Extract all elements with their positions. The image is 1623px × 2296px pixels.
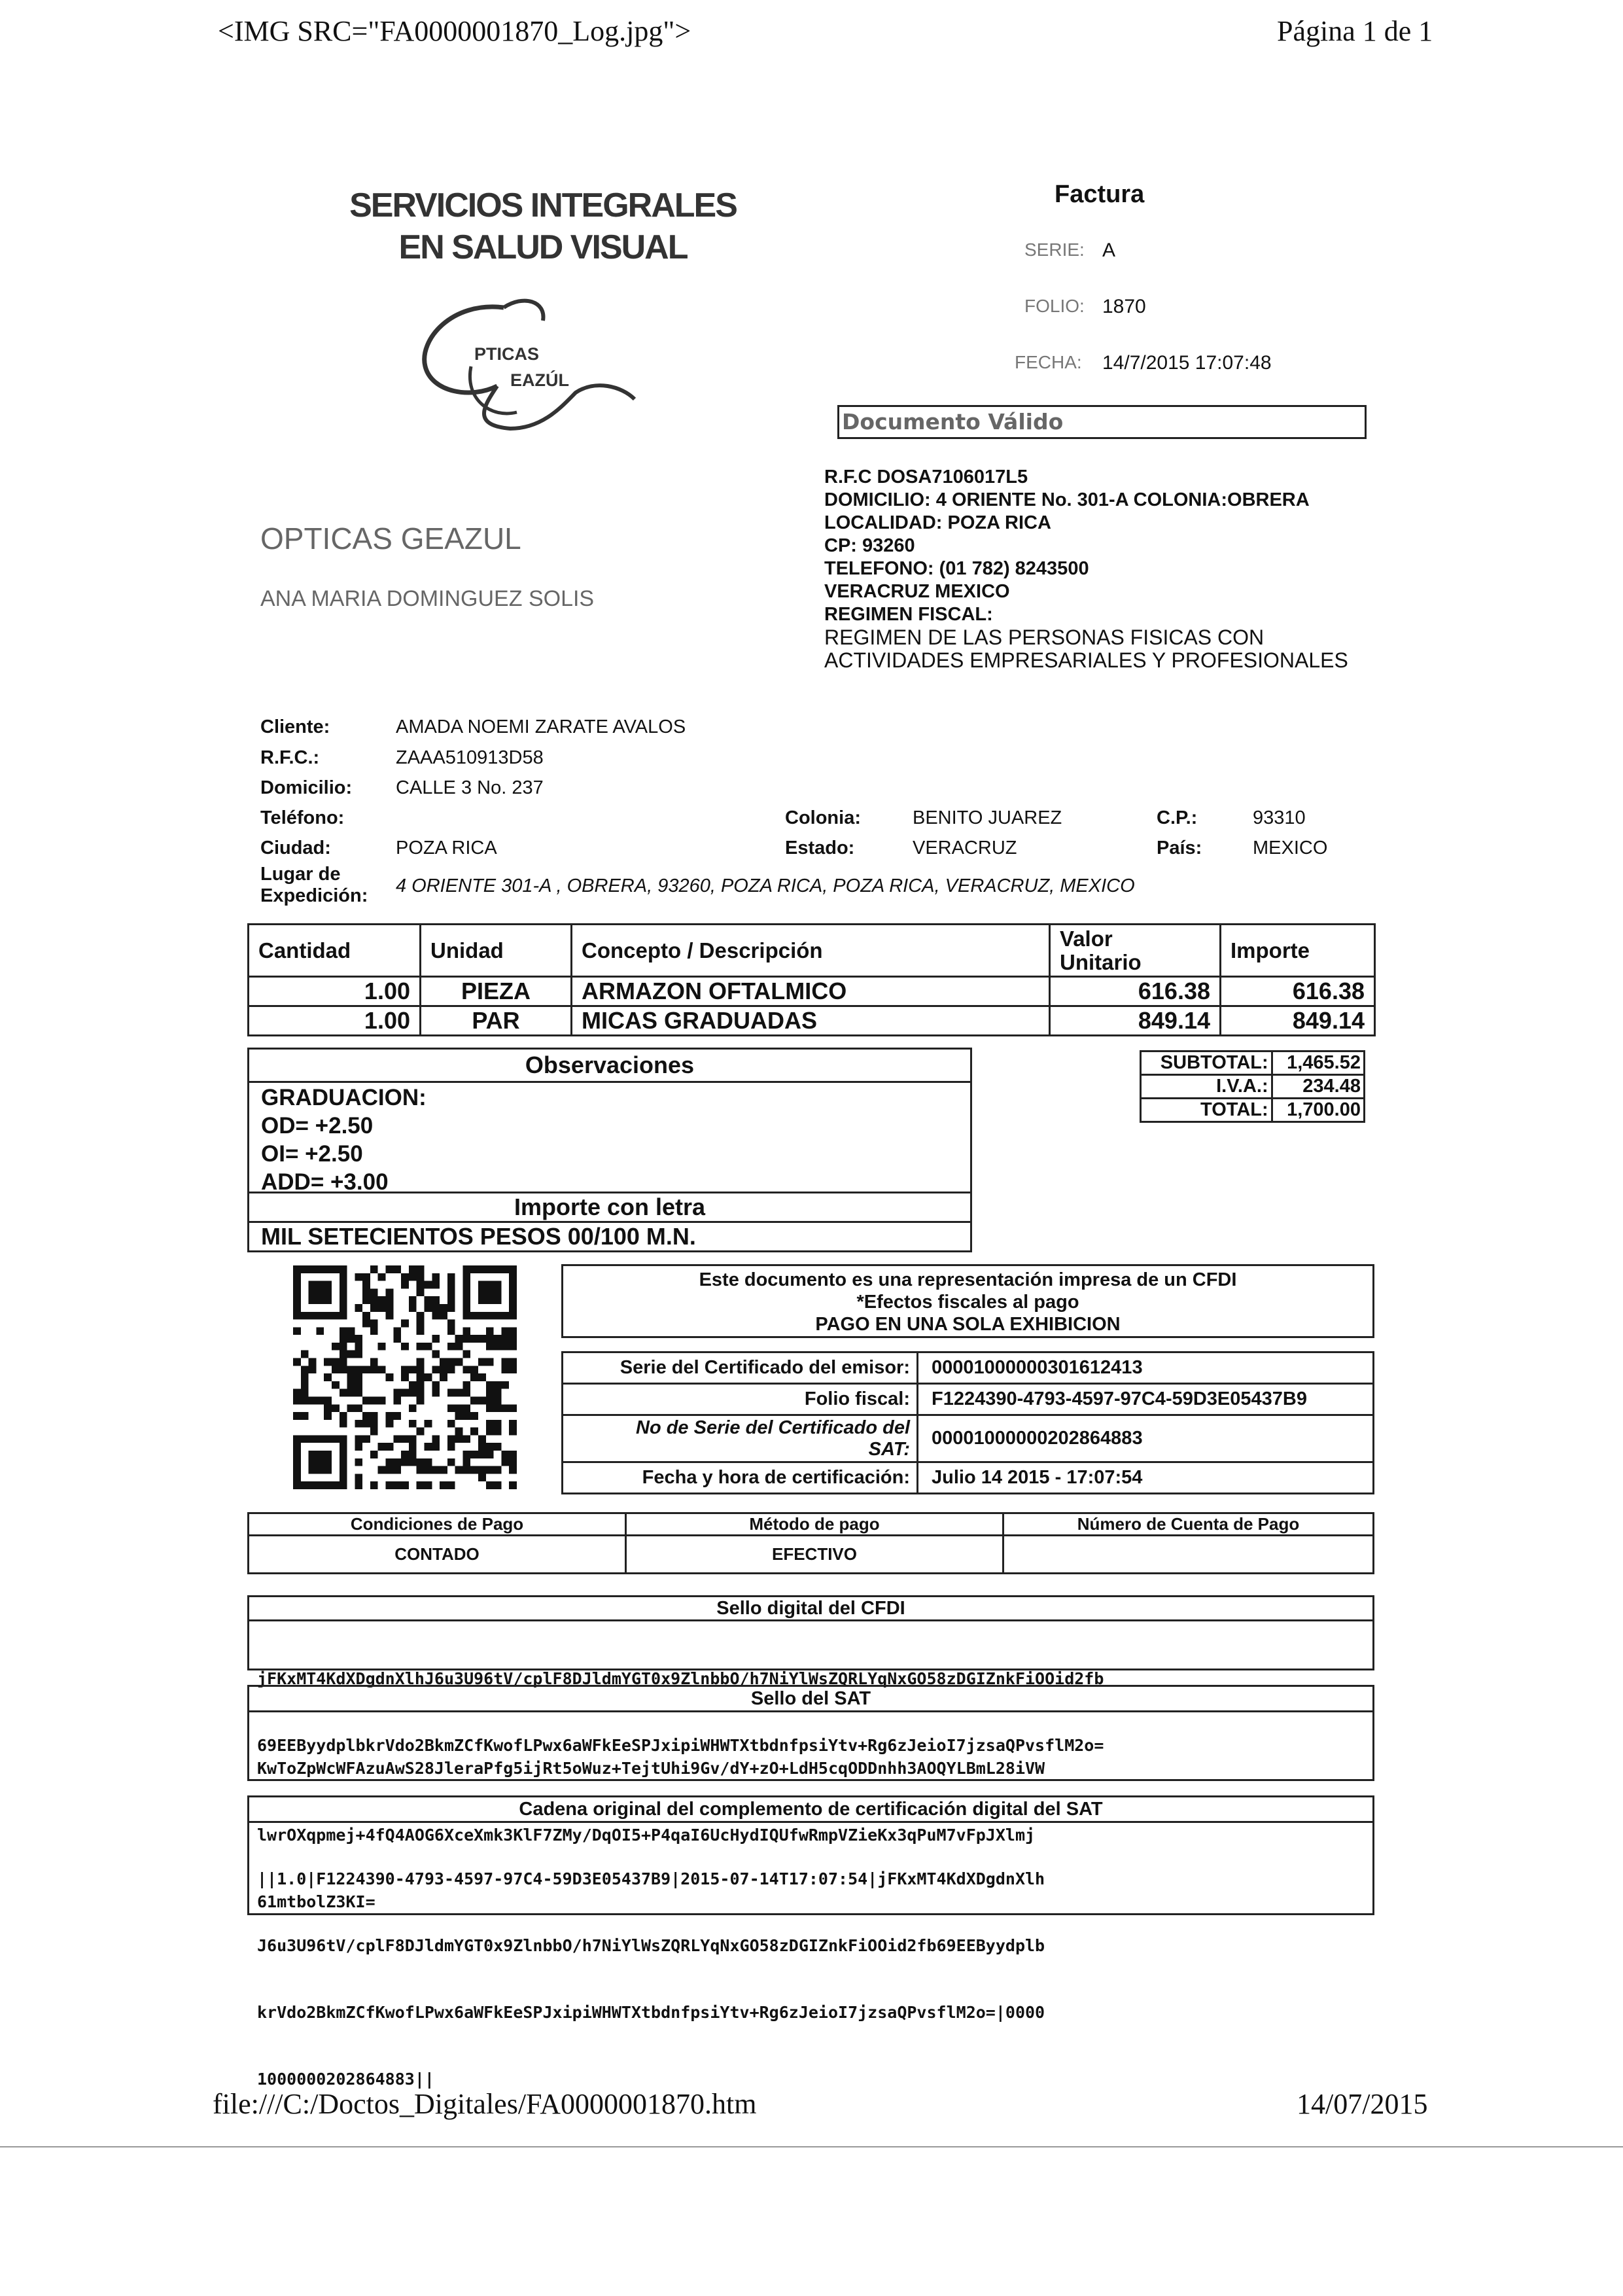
issuer-info-line: REGIMEN FISCAL: [824,604,993,625]
cert-table [561,1351,1374,1494]
lugar-value: 4 ORIENTE 301-A , OBRERA, 93260, POZA RICA, POZA RICA, VERACRUZ, MEXICO [396,875,1135,896]
glasses-logo-icon [412,288,648,438]
row-unidad: PAR [421,1006,572,1036]
sello-sat-line: KwToZpWcWFAzuAwS28JleraPfg5ijRt5oWuz+TejtUhi9Gv/dY+zO+LdH5cqODDnhh3AOQYLBmL28iVW [257,1759,1045,1778]
issuer-info [824,466,1348,672]
payment-header-row [249,1513,1374,1536]
serie-emisor-value: 00001000000301612413 [918,1352,1374,1384]
issuer-info-line: LOCALIDAD: POZA RICA [824,512,1051,533]
status-box [837,405,1367,439]
cert-row [563,1462,1374,1494]
logo-line1: SERVICIOS INTEGRALES [349,186,737,224]
sello-sat-title: Sello del SAT [750,1688,871,1709]
rfc-label: R.F.C.: [260,747,320,768]
observaciones-title: Observaciones [525,1051,695,1078]
cert-row [563,1415,1374,1462]
metodo-label: Método de pago [626,1513,1003,1536]
serie-label: SERIE: [1024,239,1085,260]
items-header-row [249,925,1375,977]
pais-label: País: [1157,838,1202,858]
cadena-line: J6u3U96tV/cplF8DJldmYGT0x9ZlnbbO/h7NiYlWsZQRLYqNxGO58zDGIZnkFiOOid2fb69EEByydplb [257,1936,1045,1955]
sello-cfdi-line: jFKxMT4KdXDgdnXlhJ6u3U96tV/cplF8DJldmYGT0x9ZlnbbO/h7NiYlWsZQRLYqNxGO58zDGIZnkFiOOid2fb [257,1669,1104,1688]
lugar-label-line2: Expedición: [260,885,368,906]
serie-sat-value: 00001000000202864883 [918,1415,1374,1462]
issuer-owner: ANA MARIA DOMINGUEZ SOLIS [260,586,595,611]
cuenta-label: Número de Cuenta de Pago [1003,1513,1374,1536]
condiciones-label: Condiciones de Pago [249,1513,626,1536]
cfdi-note-line2: *Efectos fiscales al pago [856,1292,1079,1313]
fecha-value: 14/7/2015 17:07:48 [1102,352,1272,374]
fecha-cert-value: Julio 14 2015 - 17:07:54 [918,1462,1374,1494]
total-value: 1,700.00 [1272,1099,1364,1122]
cp-value: 93310 [1253,807,1306,828]
domicilio-label: Domicilio: [260,777,353,798]
lugar-label [260,864,368,907]
pais-value: MEXICO [1253,838,1328,858]
issuer-info-line: CP: 93260 [824,535,915,556]
totals-row [1141,1099,1365,1122]
iva-label: I.V.A.: [1141,1075,1272,1099]
row-concepto: ARMAZON OFTALMICO [572,977,1050,1006]
serie-sat-label-line1: No de Serie del Certificado del [636,1417,910,1438]
logo-mark-text1: PTICAS [474,344,540,364]
sello-sat-line: 61mtbolZ3KI= [257,1892,375,1911]
cert-row [563,1352,1374,1384]
ciudad-value: POZA RICA [396,838,497,858]
status-text: Documento Válido [842,409,1064,434]
serie-emisor-label: Serie del Certificado del emisor: [563,1352,918,1384]
sello-cfdi-title: Sello digital del CFDI [716,1598,905,1619]
cfdi-note-box [561,1264,1374,1338]
estado-label: Estado: [785,838,855,858]
header-unidad: Unidad [421,925,572,977]
row-unidad: PIEZA [421,977,572,1006]
observacion-line: GRADUACION: [261,1085,427,1110]
totals-table [1140,1050,1365,1123]
header-importe: Importe [1221,925,1375,977]
cp-label: C.P.: [1157,807,1198,828]
header-valor [1050,925,1221,977]
colonia-value: BENITO JUAREZ [913,807,1062,828]
observaciones-box [247,1048,972,1252]
estado-value: VERACRUZ [913,838,1017,858]
items-table [247,923,1376,1036]
folio-fiscal-label: Folio fiscal: [563,1384,918,1415]
page-edge-line [0,2146,1623,2147]
cliente-label: Cliente: [260,716,330,737]
issuer-info-line: TELEFONO: (01 782) 8243500 [824,558,1089,579]
logo-line2: EN SALUD VISUAL [398,228,688,266]
row-importe: 616.38 [1221,977,1375,1006]
sello-cfdi-line: 69EEByydplbkrVdo2BkmZCfKwofLPwx6aWFkEeSPJxipiWHWTXtbdnfpsiYtv+Rg6zJeioI7jzsaQPvsflM2o= [257,1736,1104,1755]
header-valor-line1: Valor [1060,926,1113,951]
domicilio-value: CALLE 3 No. 237 [396,777,544,798]
header-valor-line2: Unitario [1060,949,1142,974]
fecha-label: FECHA: [1015,352,1082,372]
cuenta-value [1003,1536,1374,1574]
observaciones-lines [261,1084,427,1196]
cfdi-note-line1: Este documento es una representación impresa de un CFDI [699,1269,1237,1290]
payment-value-row [249,1536,1374,1574]
issuer-trade-name: OPTICAS GEAZUL [260,521,521,556]
total-label: TOTAL: [1141,1099,1272,1122]
issuer-info-line: REGIMEN DE LAS PERSONAS FISICAS CON [824,626,1265,649]
iva-value: 234.48 [1272,1075,1364,1099]
row-importe: 849.14 [1221,1006,1375,1036]
folio-value: 1870 [1102,296,1146,317]
folio-label: FOLIO: [1024,296,1085,316]
cadena-text [257,1824,1045,2135]
print-footer-url: file:///C:/Doctos_Digitales/FA0000001870.htm [213,2088,757,2120]
lugar-label-line1: Lugar de [260,864,341,885]
qr-code-icon [293,1265,517,1489]
colonia-label: Colonia: [785,807,861,828]
row-valor: 849.14 [1050,1006,1221,1036]
row-concepto: MICAS GRADUADAS [572,1006,1050,1036]
issuer-info-line: VERACRUZ MEXICO [824,581,1010,602]
cfdi-note-line3: PAGO EN UNA SOLA EXHIBICION [815,1314,1121,1335]
subtotal-label: SUBTOTAL: [1141,1051,1272,1075]
subtotal-value: 1,465.52 [1272,1051,1364,1075]
cadena-line: 1000000202864883|| [257,2070,434,2089]
sello-sat-line: lwrOXqpmej+4fQ4AOG6XceXmk3KlF7ZMy/DqOI5+P4qaI6UcHydIQUfwRmpVZieKx3qPuM7vFpJXlmj [257,1826,1036,1845]
serie-sat-label [563,1415,918,1462]
payment-table [247,1512,1374,1574]
ciudad-label: Ciudad: [260,838,331,858]
telefono-label: Teléfono: [260,807,345,828]
print-footer-date: 14/07/2015 [1297,2088,1428,2120]
cadena-title: Cadena original del complemento de certificación digital del SAT [519,1799,1103,1820]
condiciones-value: CONTADO [249,1536,626,1574]
cadena-line: ||1.0|F1224390-4793-4597-97C4-59D3E05437B9|2015-07-14T17:07:54|jFKxMT4KdXDgdnXlh [257,1869,1045,1888]
serie-sat-label-line2: SAT: [868,1438,910,1460]
print-header-img-tag: <IMG SRC="FA0000001870_Log.jpg"> [218,15,691,47]
totals-row [1141,1051,1365,1075]
header-concepto: Concepto / Descripción [572,925,1050,977]
observacion-line: OD= +2.50 [261,1113,374,1139]
rfc-value: ZAAA510913D58 [396,747,544,768]
logo-text [327,185,759,268]
totals-row [1141,1075,1365,1099]
table-row [249,977,1375,1006]
header-cantidad: Cantidad [249,925,421,977]
importe-letra-title: Importe con letra [514,1193,706,1220]
invoice-title: Factura [1055,181,1145,208]
row-cantidad: 1.00 [249,977,421,1006]
observacion-line: OI= +2.50 [261,1141,363,1167]
print-header-page: Página 1 de 1 [1277,15,1433,47]
observacion-line: ADD= +3.00 [261,1169,389,1195]
folio-fiscal-value: F1224390-4793-4597-97C4-59D3E05437B9 [918,1384,1374,1415]
issuer-info-line: R.F.C DOSA7106017L5 [824,467,1028,487]
cadena-box [247,1795,1374,2089]
row-valor: 616.38 [1050,977,1221,1006]
logo-mark-text2: EAZÚL [510,370,569,390]
issuer-info-line: ACTIVIDADES EMPRESARIALES Y PROFESIONALES [824,648,1348,672]
issuer-info-line: DOMICILIO: 4 ORIENTE No. 301-A COLONIA:OBRERA [824,489,1310,510]
fecha-cert-label: Fecha y hora de certificación: [563,1462,918,1494]
metodo-value: EFECTIVO [626,1536,1003,1574]
serie-value: A [1102,239,1116,261]
row-cantidad: 1.00 [249,1006,421,1036]
cert-row [563,1384,1374,1415]
table-row [249,1006,1375,1036]
cadena-line: krVdo2BkmZCfKwofLPwx6aWFkEeSPJxipiWHWTXtbdnfpsiYtv+Rg6zJeioI7jzsaQPvsflM2o=|0000 [257,2003,1045,2022]
importe-letra-value: MIL SETECIENTOS PESOS 00/100 M.N. [261,1223,696,1250]
cliente-value: AMADA NOEMI ZARATE AVALOS [396,716,686,737]
